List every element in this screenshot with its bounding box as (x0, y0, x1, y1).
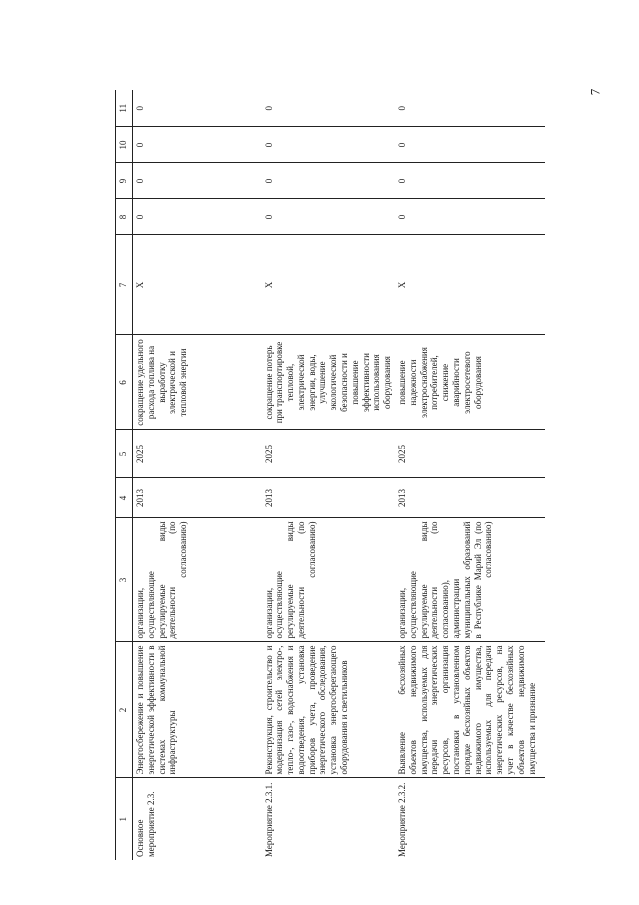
col11-value: 0 (262, 90, 396, 127)
header-cell-1: 1 (116, 778, 133, 860)
col7-value: X (133, 235, 262, 335)
header-cell-2: 2 (116, 642, 133, 778)
col8-value: 0 (133, 199, 262, 235)
col10-value: 0 (133, 127, 262, 163)
header-cell-5: 5 (116, 430, 133, 478)
col8-value: 0 (395, 199, 545, 235)
col10-value: 0 (395, 127, 545, 163)
end-year: 2025 (262, 430, 396, 478)
table-row (395, 90, 545, 860)
activity-executor: организации, осуществляющие регулируемые виды деятельности (по согласованию), администрации муниципальных образований в Республике Марий Эл (по согласованию) (395, 518, 545, 642)
activity-executor: организации, осуществляющие регулируемые виды деятельности (по согласованию) (133, 518, 262, 642)
col10-value: 0 (262, 127, 396, 163)
activity-description: Выявление бесхозяйных объектов недвижимого имущества, используемых для передачи энергетических ресурсов, организация постановки в установленном порядке бесхозяйных объектов недвижимого имущества, используемых для передачи энергетических ресурсов, на учет в качестве бесхозяйных объектов недвижимого имущества и признание (395, 642, 545, 778)
activity-description: Реконструкция, строительство и модернизация сетей электро-, тепло-, газо-, водоснабжения и водоотведения, установка приборов учета, проведение энергетического обследования, установка энергосберегающего оборудования и светильников (262, 642, 396, 778)
header-cell-11: 11 (116, 90, 133, 127)
col9-value: 0 (395, 163, 545, 199)
program-activities-table (115, 90, 545, 860)
col7-value: X (262, 235, 396, 335)
table-row (133, 90, 262, 860)
activity-name: Мероприятие 2.3.2. (397, 782, 408, 857)
col8-value: 0 (262, 199, 396, 235)
col9-value: 0 (133, 163, 262, 199)
activity-executor: организации, осуществляющие регулируемые виды деятельности (по согласованию) (262, 518, 396, 642)
expected-result: сокращение потерь при транспортировке тепловой, электрической энергии, воды, улучшение экологической безопасности и повышение эффективности использования оборудования (262, 335, 396, 430)
page-number: 7 (587, 88, 603, 96)
header-cell-3: 3 (116, 518, 133, 642)
expected-result: сокращение удельного расхода топлива на выработку электрической и тепловой энергии (133, 335, 262, 430)
activity-description: Энергосбережение и повышение энергетической эффективности в системах коммунальной инфраструктуры (133, 642, 262, 778)
header-cell-8: 8 (116, 199, 133, 235)
rotated-table-container (115, 90, 537, 860)
expected-result: повышение надежности электроснабжения потребителей, снижение аварийности электросетевого оборудования (395, 335, 545, 430)
col11-value: 0 (395, 90, 545, 127)
start-year: 2013 (133, 478, 262, 518)
col11-value: 0 (133, 90, 262, 127)
start-year: 2013 (395, 478, 545, 518)
header-cell-9: 9 (116, 163, 133, 199)
end-year: 2025 (133, 430, 262, 478)
start-year: 2013 (262, 478, 396, 518)
activity-name: Основное мероприятие 2.3. (135, 791, 156, 857)
end-year: 2025 (395, 430, 545, 478)
col7-value: X (395, 235, 545, 335)
header-cell-6: 6 (116, 335, 133, 430)
table-row (262, 90, 396, 860)
activity-name: Мероприятие 2.3.1. (263, 782, 274, 857)
header-cell-10: 10 (116, 127, 133, 163)
header-cell-7: 7 (116, 235, 133, 335)
header-row (116, 90, 133, 860)
col9-value: 0 (262, 163, 396, 199)
header-cell-4: 4 (116, 478, 133, 518)
